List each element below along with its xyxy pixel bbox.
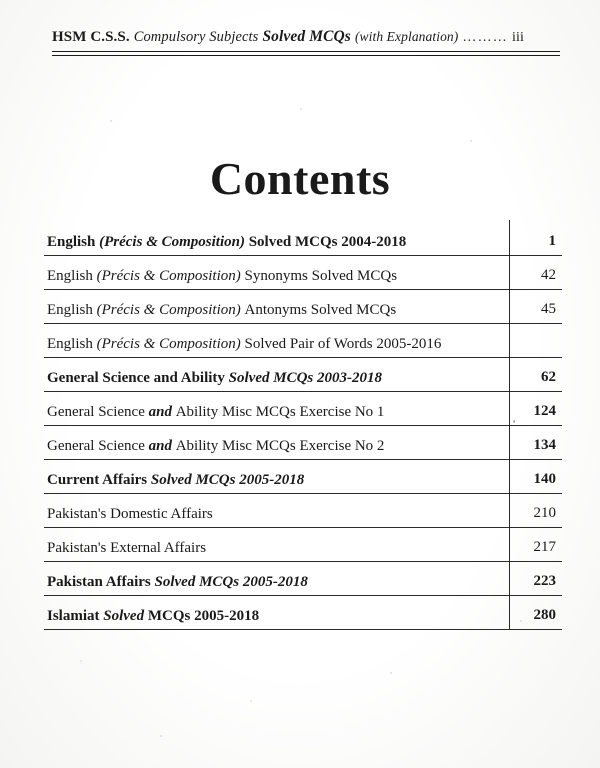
scan-artifact-tick: ‘ [512, 418, 516, 430]
scan-speck [470, 140, 472, 142]
toc-entry-label [44, 472, 304, 493]
toc-entry-label [44, 404, 384, 425]
toc-row[interactable] [44, 222, 562, 256]
toc-page-number: 42 [541, 267, 556, 283]
toc-entry-segment: MCQs 2005-2018 [147, 607, 260, 624]
header-rule [52, 51, 560, 56]
scan-speck [390, 672, 392, 674]
running-header-text [40, 28, 560, 46]
header-book-code: HSM C.S.S. [52, 29, 130, 45]
toc-entry-segment: Pakistan's External Affairs [47, 539, 207, 556]
toc-entry-segment: Solved MCQs 2003-2018 [228, 369, 383, 386]
toc-entry-segment: Ability Misc MCQs Exercise No 1 [175, 403, 385, 420]
toc-row[interactable] [44, 562, 562, 596]
toc-row[interactable] [44, 596, 562, 630]
table-of-contents [44, 222, 562, 630]
toc-page-number: 223 [533, 573, 556, 589]
toc-entry-segment: Solved MCQs 2005-2018 [150, 471, 305, 488]
toc-entry-segment: Pakistan Affairs [47, 573, 155, 590]
toc-entry-segment: (Précis & Composition) [96, 301, 245, 318]
toc-row[interactable] [44, 494, 562, 528]
toc-entry-label [44, 268, 397, 289]
toc-entry-segment: and [148, 403, 176, 420]
page-title: Contents [209, 153, 391, 204]
running-header [0, 28, 600, 56]
toc-row[interactable] [44, 460, 562, 494]
toc-entry-segment: General Science [47, 403, 149, 420]
toc-entry-segment: General Science [47, 437, 149, 454]
toc-entry-label [44, 438, 384, 459]
scan-speck [80, 660, 82, 662]
header-leader-dots: ……… [462, 30, 508, 45]
toc-entry-label [44, 540, 206, 561]
toc-row[interactable] [44, 358, 562, 392]
toc-row[interactable] [44, 290, 562, 324]
header-parenthetical: (with Explanation) [354, 29, 459, 44]
toc-page-number [522, 352, 562, 356]
toc-entry-segment: General Science and Ability [47, 369, 229, 386]
toc-page-number: 140 [533, 471, 556, 487]
toc-entry-segment: (Précis & Composition) [99, 233, 249, 250]
toc-row[interactable] [44, 392, 562, 426]
toc-entry-segment: Current Affairs [47, 471, 151, 488]
toc-page-number: 124 [533, 403, 556, 419]
toc-page-number: 62 [541, 369, 556, 385]
header-page-number: iii [511, 30, 524, 45]
toc-page-number: 280 [533, 607, 556, 623]
toc-entry-segment: Solved [103, 607, 148, 624]
scan-speck [250, 700, 252, 702]
toc-page-number: 1 [548, 233, 556, 249]
toc-entry-segment: (Précis & Composition) [96, 267, 245, 284]
scan-speck [110, 120, 112, 122]
toc-entry-label [44, 234, 406, 255]
toc-entry-segment: Islamiat [47, 607, 104, 624]
toc-entry-segment: English [47, 335, 97, 352]
toc-entry-label [44, 336, 441, 357]
toc-entry-label [44, 506, 213, 527]
toc-entry-label [44, 608, 259, 629]
toc-entry-segment: Synonyms Solved MCQs [244, 267, 398, 284]
toc-row[interactable] [44, 426, 562, 460]
toc-page-number: 134 [533, 437, 556, 453]
toc-row[interactable] [44, 528, 562, 562]
scan-speck [300, 108, 302, 110]
toc-entry-label [44, 370, 382, 391]
toc-entry-segment: Solved Pair of Words 2005-2016 [244, 335, 442, 352]
toc-page-number: 45 [541, 301, 556, 317]
toc-entry-segment: Solved MCQs 2005-2018 [154, 573, 308, 590]
toc-entry-label [44, 302, 396, 323]
toc-entry-segment: English [47, 301, 97, 318]
toc-entry-segment: (Précis & Composition) [96, 335, 245, 352]
toc-entry-segment: and [148, 437, 176, 454]
toc-entry-segment: English [47, 267, 97, 284]
toc-row[interactable] [44, 256, 562, 290]
scan-speck [160, 735, 162, 737]
toc-entry-segment: Pakistan's Domestic Affairs [47, 505, 213, 522]
toc-entry-label [44, 574, 308, 595]
toc-entry-segment: Solved MCQs 2004-2018 [248, 233, 407, 250]
header-title-main: Solved MCQs [262, 28, 351, 45]
header-subject: Compulsory Subjects [133, 29, 259, 45]
toc-entry-segment: Ability Misc MCQs Exercise No 2 [175, 437, 385, 454]
toc-entry-segment: Antonyms Solved MCQs [244, 301, 397, 318]
toc-page-number: 210 [533, 505, 556, 521]
toc-entry-segment: English [47, 233, 100, 250]
toc-page-number: 217 [533, 539, 556, 555]
toc-row[interactable] [44, 324, 562, 358]
